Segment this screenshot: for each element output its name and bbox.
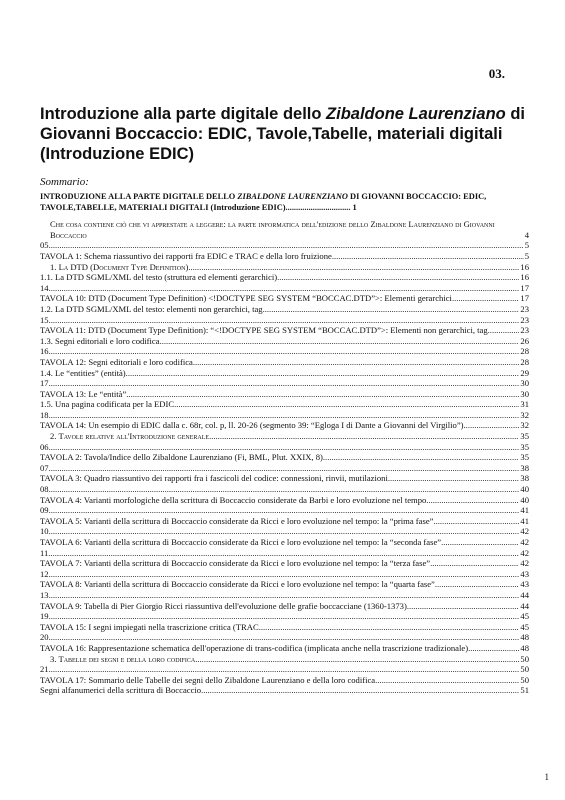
toc-entry[interactable]: [40, 685, 529, 696]
toc-entry-page: 42: [520, 547, 529, 558]
toc-leader-dots: [49, 346, 520, 357]
toc-entry-text: TAVOLA 8: Varianti della scrittura di Boccaccio considerate da Ricci e loro evoluzione nel tempo: la “quarta fase”: [40, 579, 435, 590]
toc-entry-text: TAVOLA 9: Tabella di Pier Giorgio Ricci riassuntiva dell'evoluzione delle grafie boccacciane (1360-1373): [40, 600, 407, 611]
toc-entry-text: 1.2. La DTD SGML/XML del testo: elementi non gerarchici, tag: [40, 303, 263, 314]
toc-leader-dots: [193, 357, 520, 368]
toc-entry-page: 40: [520, 494, 529, 505]
toc-entry[interactable]: [40, 484, 529, 495]
toc-entry[interactable]: [40, 611, 529, 622]
toc-entry-text: TAVOLA 7: Varianti della scrittura di Boccaccio considerate da Ricci e loro evoluzione nel tempo: la “terza fase”: [40, 558, 431, 569]
toc-entry-text: TAVOLA 13: Le “entità”: [40, 388, 127, 399]
toc-leader-dots: [468, 643, 519, 654]
toc-entry[interactable]: [40, 495, 529, 506]
toc-entry-text: 17: [40, 378, 49, 389]
toc-entry-text: TAVOLA 1: Schema riassuntivo dei rapporti fra EDIC e TRAC e della loro fruizione: [40, 250, 332, 261]
toc-entry-page: 43: [520, 568, 529, 579]
toc-main-text-b: DI GIOVANNI BOCCACCIO: EDIC, TAVOLE,TABELLE, MATERIALI DIGITALI (Introduzione EDIC): [40, 192, 487, 212]
toc-entry[interactable]: [40, 219, 529, 240]
toc-entry[interactable]: [40, 654, 529, 665]
toc-entry[interactable]: [40, 336, 529, 347]
toc-main-page: 1: [352, 202, 357, 212]
toc-entry-text: TAVOLA 11: DTD (Document Type Definition): “<!DOCTYPE SEG SYSTEM “BOCCAC.DTD”>: Elementi non gerarchici, tag: [40, 325, 488, 336]
toc-entry-text: TAVOLA 10: DTD (Document Type Definition) <!DOCTYPE SEG SYSTEM “BOCCAC.DTD”>: Elementi gerarchici: [40, 293, 452, 304]
toc-entry[interactable]: [40, 558, 529, 569]
toc-entry-text: TAVOLA 2: Tavola/Indice dello Zibaldone Laurenziano (Fi, BML, Plut. XXIX, 8): [40, 452, 323, 463]
toc-entry-text: Che cosa contiene ciò che vi apprestate a leggere: la parte informatica dell'edizione dello Zibaldone Laurenziano di Giovanni Boccaccio: [50, 219, 495, 240]
toc-entry[interactable]: [40, 463, 529, 474]
toc-leader-dots: [430, 558, 519, 569]
toc-leader-dots: [49, 569, 520, 580]
toc-entry-text: 13: [40, 589, 49, 600]
toc-entry-text: 05: [40, 240, 49, 251]
page-label: 03.: [488, 66, 505, 81]
toc-entry-text: 14: [40, 282, 49, 293]
toc-entry-text: 06: [40, 441, 49, 452]
toc-entry-text: 1. La DTD (Document Type Definition): [50, 261, 189, 272]
toc-entry-page: 23: [520, 303, 529, 314]
toc-entry[interactable]: [40, 505, 529, 516]
toc-entry[interactable]: [40, 664, 529, 675]
toc-entry-page: 17: [520, 282, 529, 293]
toc-entry-page: 29: [520, 367, 529, 378]
toc-entry-page: 41: [520, 515, 529, 526]
toc-leader-dots: [259, 622, 520, 633]
toc-entry-text: 10: [40, 526, 49, 537]
toc-entry-text: 3. Tabelle dei segni e della loro codifica: [50, 653, 196, 664]
toc-leader-dots: [323, 452, 520, 463]
toc-entry-page: 43: [520, 579, 529, 590]
toc-entry-page: 51: [520, 685, 529, 696]
toc-entry[interactable]: [40, 315, 529, 326]
toc-leader-dots: [49, 611, 520, 622]
toc-entry-text: TAVOLA 12: Segni editoriali e loro codifica: [40, 356, 193, 367]
toc-leader-dots: [49, 442, 520, 453]
toc-leader-dots: [48, 548, 519, 559]
toc-entry[interactable]: [40, 569, 529, 580]
toc-leader-dots: [49, 590, 520, 601]
toc-entry-text: 16: [40, 346, 49, 357]
toc-entry-text: TAVOLA 14: Un esempio di EDIC dalla c. 68r, col. p, ll. 20-26 (segmento 39: “Egloga I di Dante a Giovanni del Virgilio”): [40, 420, 464, 431]
toc-entry-page: 45: [520, 611, 529, 622]
toc-entry[interactable]: [40, 346, 529, 357]
toc-entry[interactable]: [40, 420, 529, 431]
toc-entry-page: 50: [520, 664, 529, 675]
toc-entry-text: 2. Tavole relative all'Introduzione generale: [50, 431, 210, 442]
toc-entry-page: 30: [520, 388, 529, 399]
toc-entry-text: TAVOLA 4: Varianti morfologiche della scrittura di Boccaccio considerate da Barbi e loro evoluzione nel tempo: [40, 494, 427, 505]
toc-entry[interactable]: [40, 399, 529, 410]
toc-leader-dots: [126, 368, 520, 379]
toc-leader-dots: [49, 526, 520, 537]
toc-leader-dots: [332, 251, 524, 262]
toc-entry[interactable]: [40, 431, 529, 442]
toc-entry-page: 5: [524, 250, 529, 261]
toc-entry-page: 32: [520, 420, 529, 431]
toc-leader-dots: [49, 283, 520, 294]
toc-entry-page: 16: [520, 261, 529, 272]
toc-entry-page: 35: [520, 441, 529, 452]
toc-leader-dots: [49, 484, 520, 495]
toc-entry[interactable]: [40, 283, 529, 294]
toc-main-text-italic: ZIBALDONE LAURENZIANO: [237, 192, 348, 201]
toc-leader-dots: [160, 336, 520, 347]
toc-entry-page: 42: [520, 537, 529, 547]
toc-entry[interactable]: [40, 442, 529, 453]
toc-leader-dots: [263, 304, 520, 315]
toc-entry-text: TAVOLA 3: Quadro riassuntivo dei rapporti fra i fascicoli del codice: connessioni, rinvii, mutilazioni: [40, 473, 388, 484]
toc-entry-text: TAVOLA 16: Rappresentazione schematica dell'operazione di trans-codifica (implicata anche nella trascrizione tradizionale): [40, 642, 469, 653]
toc-entry[interactable]: [40, 251, 529, 262]
toc-entry-text: 1.1. La DTD SGML/XML del testo (struttura ed elementi gerarchici): [40, 272, 278, 283]
toc-entry-text: TAVOLA 5: Varianti della scrittura di Boccaccio considerate da Ricci e loro evoluzione nel tempo: la “prima fase”: [40, 515, 434, 526]
toc-entry-page: 23: [520, 325, 529, 336]
toc-leader-dots: [441, 537, 519, 548]
toc-entry-page: 45: [520, 621, 529, 632]
toc-entry-text: 20: [40, 632, 49, 643]
toc-main-text-a: INTRODUZIONE ALLA PARTE DIGITALE DELLO: [40, 192, 238, 201]
toc-entry-text: 15: [40, 314, 49, 325]
toc-entry-page: 41: [520, 505, 529, 516]
toc-entry[interactable]: [40, 537, 529, 548]
toc-leader-dots: [49, 315, 520, 326]
toc-entry[interactable]: [40, 357, 529, 368]
toc-entry[interactable]: [40, 632, 529, 643]
toc-entry-page: 50: [520, 653, 529, 664]
toc-entry-page: 26: [520, 335, 529, 346]
toc-entry[interactable]: [40, 473, 529, 484]
toc-entry[interactable]: [40, 622, 529, 633]
toc-leader-dots: [174, 399, 519, 410]
toc-entry-text: Segni alfanumerici della scrittura di Boccaccio: [40, 685, 202, 696]
toc-entry-text: 07: [40, 462, 49, 473]
toc-entry-text: 21: [40, 664, 49, 675]
toc-entry[interactable]: [40, 516, 529, 527]
toc-entry-page: 4: [524, 229, 529, 240]
toc-leader-dots: [49, 664, 520, 675]
toc-leader-dots: [49, 410, 520, 421]
title-italic: Zibaldone Laurenziano: [326, 105, 506, 123]
toc-entry-page: 42: [520, 526, 529, 537]
toc-entry[interactable]: [40, 526, 529, 537]
footer-page-number: 1: [544, 772, 549, 782]
document-title: [40, 104, 529, 164]
toc-leader-dots: [126, 389, 519, 400]
toc-entry-page: 48: [520, 632, 529, 643]
toc-entry-page: 17: [520, 293, 529, 304]
toc-entry-text: TAVOLA 6: Varianti della scrittura di Boccaccio considerate da Ricci e loro evoluzione nel tempo: la “seconda fase”: [40, 537, 442, 547]
toc-entry-page: 30: [520, 378, 529, 389]
toc-leader-dots: [452, 293, 519, 304]
toc-leader-dots: [407, 601, 520, 612]
toc-leader-dots: [277, 272, 519, 283]
toc-leader-dots: [435, 579, 520, 590]
toc-leader-dots: [426, 495, 519, 506]
toc-entry-text: TAVOLA 15: I segni impiegati nella trascrizione critica (TRAC: [40, 621, 259, 632]
toc-entry[interactable]: [40, 262, 529, 273]
toc-entry[interactable]: [40, 601, 529, 612]
title-part2: di Giovanni Boccaccio: EDIC, Tavole,Tabelle, materiali digitali (Introduzione EDIC): [40, 105, 525, 163]
toc-entry[interactable]: [40, 240, 529, 251]
title-part1: Introduzione alla parte digitale dello: [40, 105, 327, 123]
toc-entry-page: 32: [520, 409, 529, 420]
toc-leader-dots: [188, 262, 519, 273]
toc-entry-page: 44: [520, 589, 529, 600]
toc-entry-page: 38: [520, 462, 529, 473]
toc-entry[interactable]: [40, 368, 529, 379]
toc-entry-page: 28: [520, 356, 529, 367]
toc-entry[interactable]: [40, 325, 529, 336]
toc-leader-dots: [488, 325, 520, 336]
toc-leader-dots: [388, 473, 520, 484]
toc-leader-dots: [375, 675, 519, 686]
toc-entry[interactable]: [40, 643, 529, 654]
toc-entry[interactable]: [40, 378, 529, 389]
toc-entry[interactable]: [40, 548, 529, 559]
toc-entry-page: 50: [520, 674, 529, 685]
toc-entry-page: 35: [520, 452, 529, 463]
toc-entry-text: 1.5. Una pagina codificata per la EDIC: [40, 399, 175, 410]
toc-entry[interactable]: [40, 590, 529, 601]
toc-entry-text: 12: [40, 568, 49, 579]
toc-entry[interactable]: [40, 293, 529, 304]
toc-entry-page: 35: [520, 431, 529, 442]
toc-entry[interactable]: [40, 452, 529, 463]
toc-leader-dots: [49, 632, 520, 643]
toc-entry-page: 48: [520, 642, 529, 653]
toc-entry-page: 5: [524, 240, 529, 251]
toc-leader-dots: [49, 505, 520, 516]
toc-leader-dots: [201, 685, 519, 696]
toc-entry-page: 16: [520, 272, 529, 283]
toc-entry[interactable]: [40, 410, 529, 421]
toc-entry-text: 19: [40, 611, 49, 622]
toc-leader-dots: [433, 516, 519, 527]
toc-entry[interactable]: [40, 304, 529, 315]
toc-entry-text: 1.3. Segni editoriali e loro codifica: [40, 335, 160, 346]
toc-entry[interactable]: [40, 389, 529, 400]
toc-entry-text: 1.4. Le “entities” (entità): [40, 367, 126, 378]
toc-entry[interactable]: [40, 579, 529, 590]
toc-main-entry[interactable]: [40, 192, 529, 213]
toc-leader-dots: [49, 463, 520, 474]
toc-entry-page: 28: [520, 346, 529, 357]
toc-main-dots: ...............................: [285, 202, 351, 212]
toc-leader-dots: [195, 654, 519, 665]
toc-entry-page: 42: [520, 558, 529, 569]
toc-leader-dots: [464, 420, 520, 431]
toc-entry-text: TAVOLA 17: Sommario delle Tabelle dei segni dello Zibaldone Laurenziano e della loro codifica: [40, 674, 376, 685]
table-of-contents: [40, 192, 529, 696]
sommario-label: Sommario:: [40, 176, 89, 188]
toc-entry-page: 31: [520, 399, 529, 410]
toc-entry-text: 18: [40, 409, 49, 420]
toc-entry-text: 08: [40, 484, 49, 495]
toc-entry[interactable]: [40, 272, 529, 283]
toc-entry-page: 44: [520, 600, 529, 611]
toc-leader-dots: [209, 431, 519, 442]
toc-entry-page: 23: [520, 314, 529, 325]
toc-leader-dots: [49, 240, 524, 251]
toc-entry-page: 38: [520, 473, 529, 484]
toc-entry[interactable]: [40, 675, 529, 686]
toc-entry-text: 09: [40, 505, 49, 516]
toc-leader-dots: [49, 378, 520, 389]
toc-entry-text: 11: [40, 547, 49, 558]
toc-entry-page: 40: [520, 484, 529, 495]
